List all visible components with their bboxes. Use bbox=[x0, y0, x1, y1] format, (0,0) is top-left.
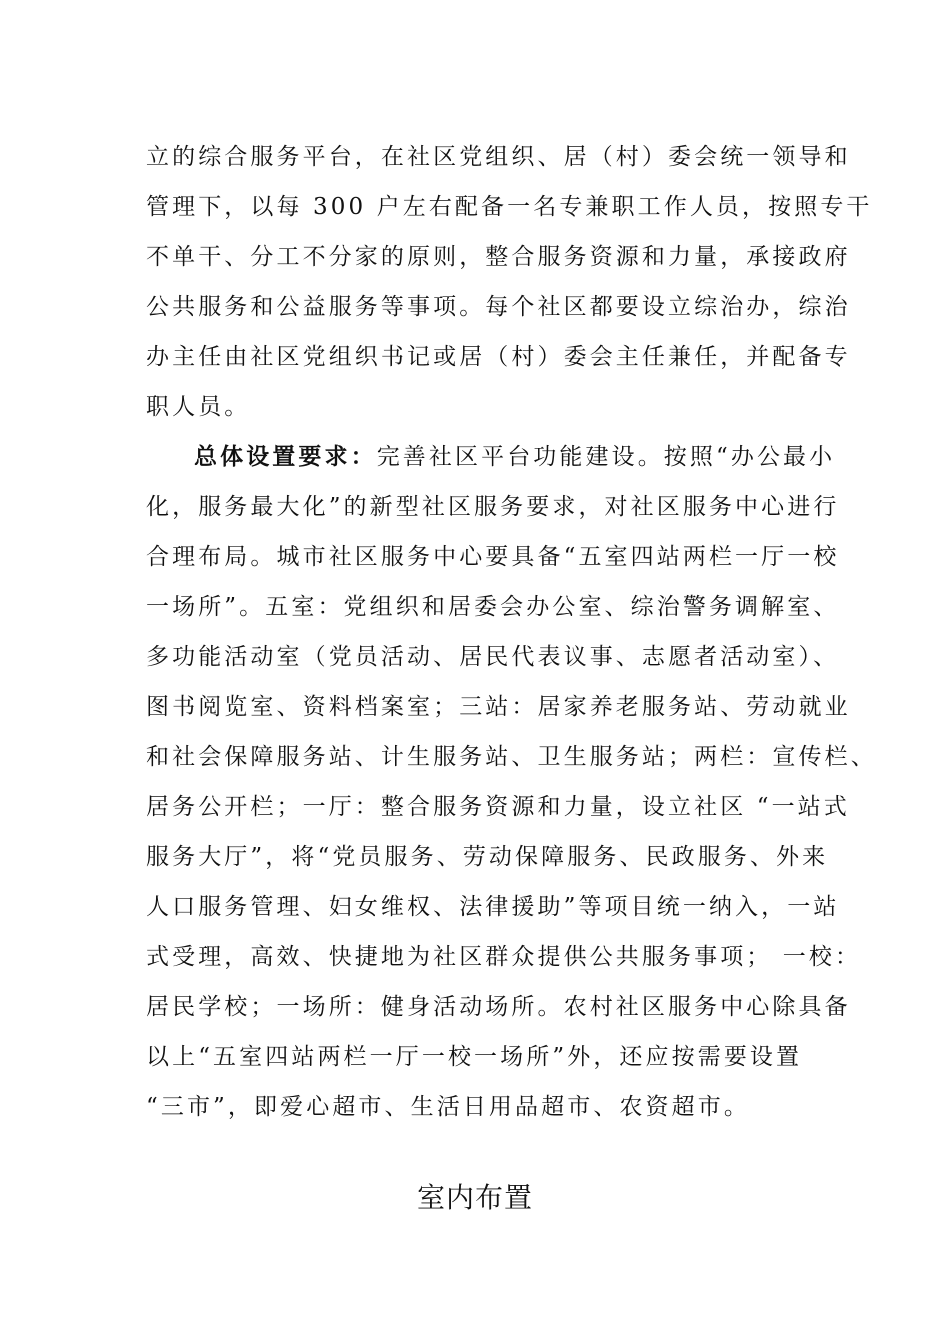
section-heading: 室内布置 bbox=[416, 1181, 533, 1214]
text-line: 服务大厅”，将“党员服务、劳动保障服务、民政服务、外来 bbox=[146, 844, 829, 870]
text-line: 以上“五室四站两栏一厅一校一场所”外，还应按需要设置 bbox=[146, 1044, 803, 1070]
text-line: 化，服务最大化”的新型社区服务要求，对社区服务中心进行 bbox=[146, 494, 840, 520]
lead-line-rest: 完善社区平台功能建设。按照“办公最小 bbox=[376, 444, 836, 470]
text-line: 居民学校；一场所：健身活动场所。农村社区服务中心除具备 bbox=[146, 994, 851, 1020]
text-line: 式受理，高效、快捷地为社区群众提供公共服务事项； 一校： bbox=[146, 944, 862, 970]
text-line: 立的综合服务平台，在社区党组织、居（村）委会统一领导和 bbox=[146, 144, 851, 170]
text-line: 不单干、分工不分家的原则，整合服务资源和力量，承接政府 bbox=[146, 244, 851, 270]
text-line: 人口服务管理、妇女维权、法律援助”等项目统一纳入，一站 bbox=[146, 894, 840, 920]
text-line: 和社会保障服务站、计生服务站、卫生服务站；两栏：宣传栏、 bbox=[146, 744, 877, 770]
text-line: 一场所”。五室：党组织和居委会办公室、综治警务调解室、 bbox=[146, 594, 840, 620]
paragraph-lead-line bbox=[146, 432, 846, 482]
text-line: 公共服务和公益服务等事项。每个社区都要设立综治办，综治 bbox=[146, 294, 851, 320]
text-line: 图书阅览室、资料档案室；三站：居家养老服务站、劳动就业 bbox=[146, 694, 851, 720]
body-text bbox=[146, 132, 877, 1132]
text-line: 多功能活动室（党员活动、居民代表议事、志愿者活动室）、 bbox=[146, 644, 840, 670]
text-line: 管理下，以每 300 户左右配备一名专兼职工作人员，按照专干 bbox=[146, 194, 873, 220]
text-line: 居务公开栏；一厅：整合服务资源和力量，设立社区 “一站式 bbox=[146, 794, 850, 820]
text-line: 办主任由社区党组织书记或居（村）委会主任兼任，并配备专 bbox=[146, 344, 851, 370]
text-line: 合理布局。城市社区服务中心要具备“五室四站两栏一厅一校 bbox=[146, 544, 840, 570]
text-line: 职人员。 bbox=[146, 394, 251, 420]
text-line: “三市”，即爱心超市、生活日用品超市、农资超市。 bbox=[146, 1094, 750, 1120]
lead-bold-label: 总体设置要求： bbox=[194, 444, 377, 470]
